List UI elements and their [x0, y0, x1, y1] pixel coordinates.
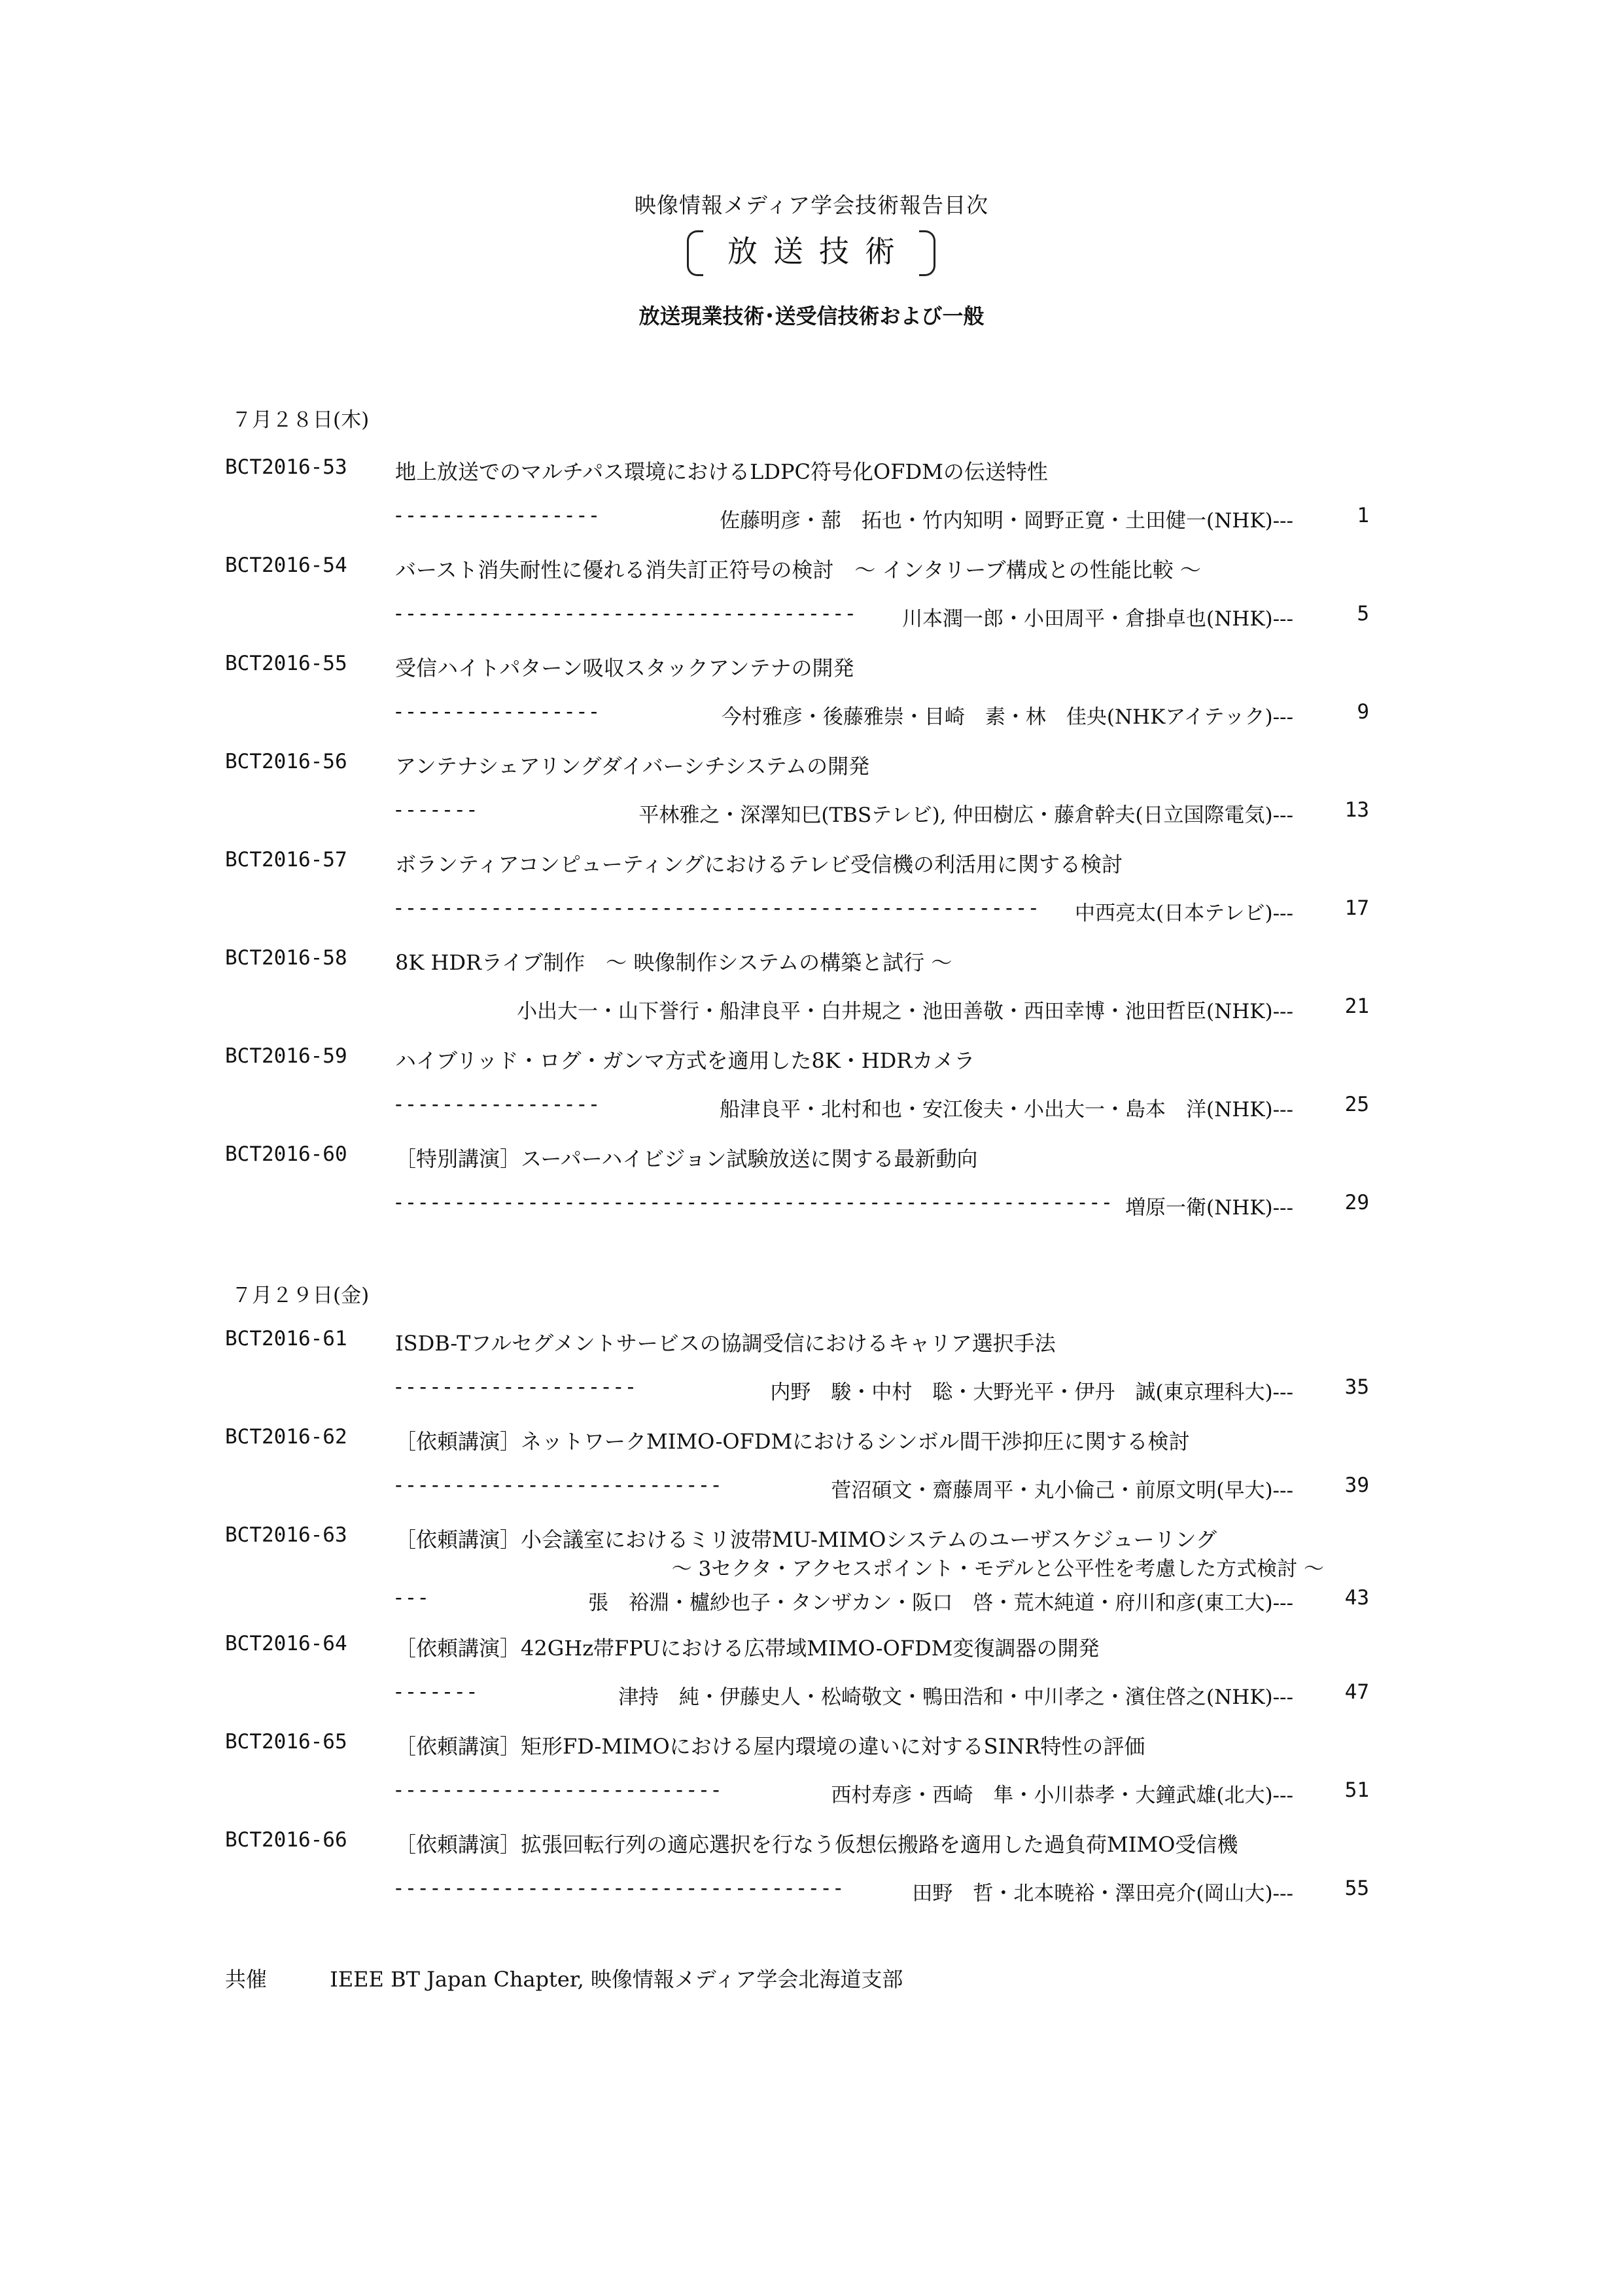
entry-authors: 菅沼碩文・齋藤周平・丸小倫己・前原文明(早大)--- — [831, 1479, 1293, 1502]
authors-row — [393, 1877, 1369, 1905]
entry-title: ISDB-Tフルセグメントサービスの協調受信におけるキャリア選択手法 — [395, 1331, 1056, 1356]
leader-dashes: ----------------------------------------------------------- — [393, 1191, 1113, 1214]
entry-authors: 西村寿彦・西崎 隼・小川恭孝・大鐘武雄(北大)--- — [831, 1784, 1293, 1807]
page-number: 39 — [1344, 1474, 1369, 1497]
authors-row — [393, 1474, 1369, 1502]
authors-row — [393, 896, 1369, 925]
page-number: 29 — [1344, 1191, 1369, 1214]
authors-row — [393, 1191, 1369, 1220]
page-number: 35 — [1344, 1375, 1369, 1399]
leader-dashes: --- — [393, 1586, 429, 1610]
toc-entry — [0, 1730, 1623, 1828]
toc-entry — [0, 1142, 1623, 1241]
entry-code: BCT2016-56 — [225, 750, 347, 773]
page-number: 1 — [1357, 504, 1369, 527]
page-number: 13 — [1344, 798, 1369, 822]
page-number: 55 — [1344, 1877, 1369, 1900]
entry-code: BCT2016-55 — [225, 652, 347, 675]
section-date: ７月２８日(木) — [232, 408, 370, 432]
authors-row — [393, 1375, 1369, 1404]
entry-code: BCT2016-59 — [225, 1044, 347, 1068]
toc-entry — [0, 455, 1623, 554]
leader-dashes: -------------------- — [393, 1375, 637, 1399]
authors-row — [393, 1680, 1369, 1709]
leader-dashes: ----------------- — [393, 504, 601, 527]
entry-authors: 内野 駿・中村 聡・大野光平・伊丹 誠(東京理科大)--- — [770, 1381, 1293, 1404]
co-sponsor-text: IEEE BT Japan Chapter, 映像情報メディア学会北海道支部 — [330, 1967, 903, 1992]
toc-entry — [0, 750, 1623, 848]
page-number: 5 — [1357, 602, 1369, 626]
entry-code: BCT2016-53 — [225, 455, 347, 479]
toc-entry — [0, 652, 1623, 750]
leader-dashes: ------- — [393, 1680, 478, 1704]
entry-title: ［特別講演］スーパーハイビジョン試験放送に関する最新動向 — [395, 1146, 978, 1171]
authors-row — [393, 1778, 1369, 1807]
leader-dashes: -------------------------------------- — [393, 602, 857, 626]
leader-dashes: --------------------------- — [393, 1778, 722, 1802]
entry-code: BCT2016-57 — [225, 848, 347, 872]
toc-entry — [0, 1044, 1623, 1142]
authors-row — [393, 1093, 1369, 1122]
entry-code: BCT2016-62 — [225, 1425, 347, 1449]
entry-authors: 津持 純・伊藤史人・松崎敬文・鴨田浩和・中川孝之・濱住啓之(NHK)--- — [618, 1686, 1293, 1709]
subtitle: 放送現業技術･送受信技術および一般 — [638, 304, 985, 328]
entry-code: BCT2016-54 — [225, 554, 347, 577]
toc-entry — [0, 554, 1623, 652]
entry-title: 8K HDRライブ制作 ～ 映像制作システムの構築と試行 ～ — [395, 950, 952, 975]
entry-code: BCT2016-64 — [225, 1632, 347, 1655]
leader-dashes: --------------------------- — [393, 1474, 722, 1497]
entry-authors: 田野 哲・北本暁裕・澤田亮介(岡山大)--- — [912, 1882, 1293, 1905]
authors-row — [393, 1586, 1369, 1615]
leader-dashes: ----------------- — [393, 700, 601, 724]
entry-authors: 小出大一・山下誉行・船津良平・白井規之・池田善敬・西田幸博・池田哲臣(NHK)--- — [517, 1000, 1293, 1023]
category-heading — [687, 226, 935, 279]
page-number: 9 — [1357, 700, 1369, 724]
toc-entry — [0, 946, 1623, 1044]
entry-title: アンテナシェアリングダイバーシチシステムの開発 — [395, 754, 870, 779]
entry-code: BCT2016-66 — [225, 1828, 347, 1852]
category-title: 放送技術 — [727, 234, 911, 269]
toc-entry — [0, 1523, 1623, 1621]
co-sponsor-label: 共催 — [225, 1967, 268, 1992]
entry-title: ［依頼講演］ネットワークMIMO-OFDMにおけるシンボル間干渉抑圧に関する検討 — [395, 1429, 1190, 1454]
entry-title: 地上放送でのマルチパス環境におけるLDPC符号化OFDMの伝送特性 — [395, 459, 1048, 484]
section-date: ７月２９日(金) — [232, 1284, 370, 1307]
authors-row — [393, 798, 1369, 827]
toc-entry — [0, 1632, 1623, 1730]
entry-authors: 中西亮太(日本テレビ)--- — [1075, 902, 1293, 925]
entry-code: BCT2016-60 — [225, 1142, 347, 1166]
entry-authors: 佐藤明彦・蔀 拓也・竹内知明・岡野正寛・土田健一(NHK)--- — [720, 509, 1293, 533]
page-number: 43 — [1344, 1586, 1369, 1610]
page-number: 21 — [1344, 995, 1369, 1018]
authors-row — [393, 700, 1369, 729]
toc-entry — [0, 848, 1623, 946]
entry-title: ハイブリッド・ログ・ガンマ方式を適用した8K・HDRカメラ — [395, 1048, 975, 1073]
page-number: 51 — [1344, 1778, 1369, 1802]
page-number: 25 — [1344, 1093, 1369, 1116]
entry-title: ［依頼講演］42GHz帯FPUにおける広帯域MIMO-OFDM変復調器の開発 — [395, 1636, 1100, 1661]
authors-row — [393, 504, 1369, 533]
entry-code: BCT2016-58 — [225, 946, 347, 970]
entry-authors: 平林雅之・深澤知巳(TBSテレビ), 仲田樹広・藤倉幹夫(日立国際電気)--- — [638, 804, 1293, 827]
page-number: 47 — [1344, 1680, 1369, 1704]
entry-title: バースト消失耐性に優れる消失訂正符号の検討 ～ インタリーブ構成との性能比較 ～ — [395, 557, 1201, 582]
entry-code: BCT2016-61 — [225, 1327, 347, 1351]
entry-subtitle: ～ 3セクタ・アクセスポイント・モデルと公平性を考慮した方式検討 ～ — [671, 1557, 1324, 1581]
entry-title: ［依頼講演］矩形FD-MIMOにおける屋内環境の違いに対するSINR特性の評価 — [395, 1734, 1145, 1759]
entry-title: ボランティアコンピューティングにおけるテレビ受信機の利活用に関する検討 — [395, 852, 1123, 877]
toc-entry — [0, 1828, 1623, 1926]
entry-code: BCT2016-65 — [225, 1730, 347, 1754]
toc-entry — [0, 1425, 1623, 1523]
leader-dashes: ------------------------------------- — [393, 1877, 845, 1900]
entry-authors: 船津良平・北村和也・安江俊夫・小出大一・島本 洋(NHK)--- — [720, 1098, 1293, 1122]
right-bracket — [919, 230, 935, 276]
entry-authors: 川本潤一郎・小田周平・倉掛卓也(NHK)--- — [902, 607, 1293, 631]
report-heading: 映像情報メディア学会技術報告目次 — [634, 192, 989, 218]
entry-title: ［依頼講演］拡張回転行列の適応選択を行なう仮想伝搬路を適用した過負荷MIMO受信機 — [395, 1832, 1238, 1857]
co-sponsor-line — [225, 1963, 903, 1993]
entry-title: 受信ハイトパターン吸収スタックアンテナの開発 — [395, 656, 854, 680]
entry-authors: 今村雅彦・後藤雅崇・目崎 素・林 佳央(NHKアイテック)--- — [721, 705, 1293, 729]
authors-row — [393, 995, 1369, 1023]
leader-dashes: ----------------------------------------------------- — [393, 896, 1040, 920]
entry-authors: 張 裕淵・櫨紗也子・タンザカン・阪口 啓・荒木純道・府川和彦(東工大)--- — [588, 1591, 1293, 1615]
entry-code: BCT2016-63 — [225, 1523, 347, 1547]
toc-entry — [0, 1327, 1623, 1425]
entry-title: ［依頼講演］小会議室におけるミリ波帯MU-MIMOシステムのユーザスケジューリング — [395, 1527, 1217, 1552]
leader-dashes: ------- — [393, 798, 478, 822]
page-number: 17 — [1344, 896, 1369, 920]
leader-dashes: ----------------- — [393, 1093, 601, 1116]
authors-row — [393, 602, 1369, 631]
entry-authors: 増原一衛(NHK)--- — [1125, 1196, 1293, 1220]
